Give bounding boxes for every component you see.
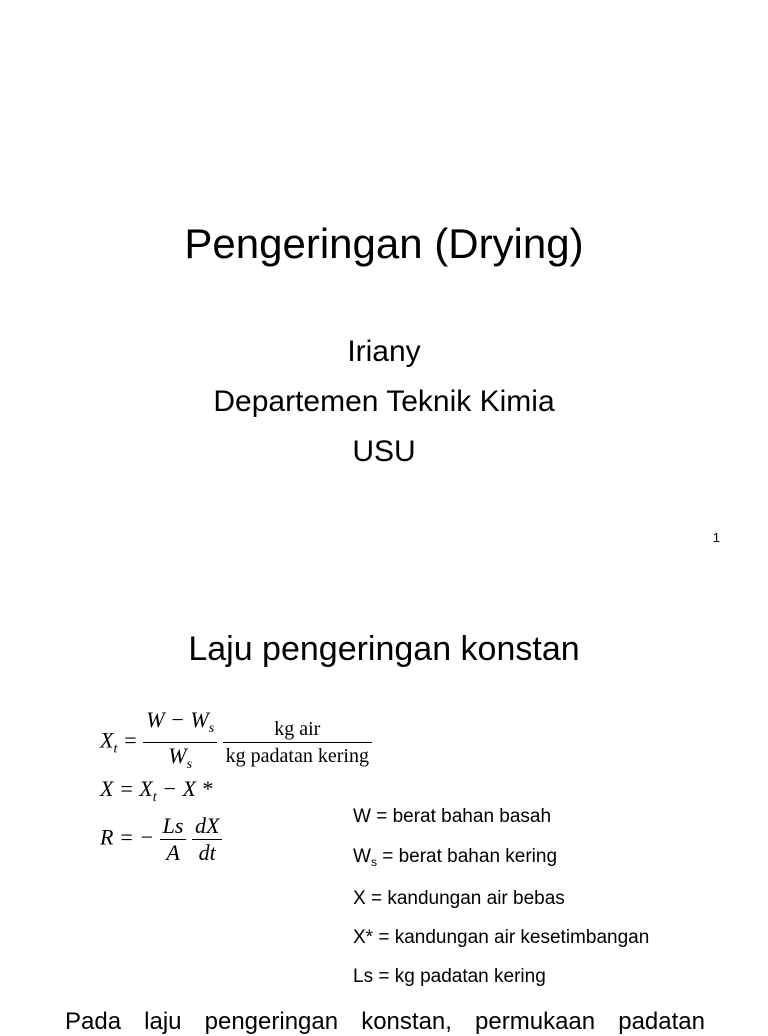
definition-x: X = kandungan air bebas — [353, 888, 565, 909]
equation-free-moisture: $X = X_t - X$ * — [100, 776, 213, 805]
moisture-fraction: $\frac{W - W_s}{W_s}$ — [143, 707, 217, 778]
ls-over-a-fraction: $\frac{Ls}{A}$ — [160, 813, 187, 866]
definition-ws: $W_s$ = berat bahan kering — [353, 846, 558, 869]
definition-w: W = berat bahan basah — [353, 806, 552, 827]
equation-drying-rate: R = − $\frac{Ls}{A}$ $\frac{dX}{dt}$ — [100, 813, 222, 866]
unit-fraction: $\frac{\text{kg air}}{\text{kg padatan kering}}$ — [223, 716, 372, 769]
author-name: Iriany — [347, 335, 421, 368]
section-title: Laju pengeringan konstan — [188, 630, 580, 668]
definition-ls: Ls = kg padatan kering — [353, 966, 546, 987]
body-text: Pada laju pengeringan konstan, permukaan padatan — [65, 1008, 705, 1035]
department-name: Departemen Teknik Kimia — [213, 385, 555, 418]
page-number: 1 — [712, 530, 720, 545]
definition-xstar: X* = kandungan air kesetimbangan — [353, 927, 650, 948]
institution-name: USU — [352, 435, 416, 468]
slide-title: Pengeringan (Drying) — [184, 220, 584, 267]
equation-moisture-content: $X_t$ = $\frac{W - W_s}{W_s}$ $\frac{\text{kg air}}{\text{kg padatan kering}}$ — [100, 707, 372, 778]
dx-over-dt-fraction: $\frac{dX}{dt}$ — [192, 813, 222, 866]
